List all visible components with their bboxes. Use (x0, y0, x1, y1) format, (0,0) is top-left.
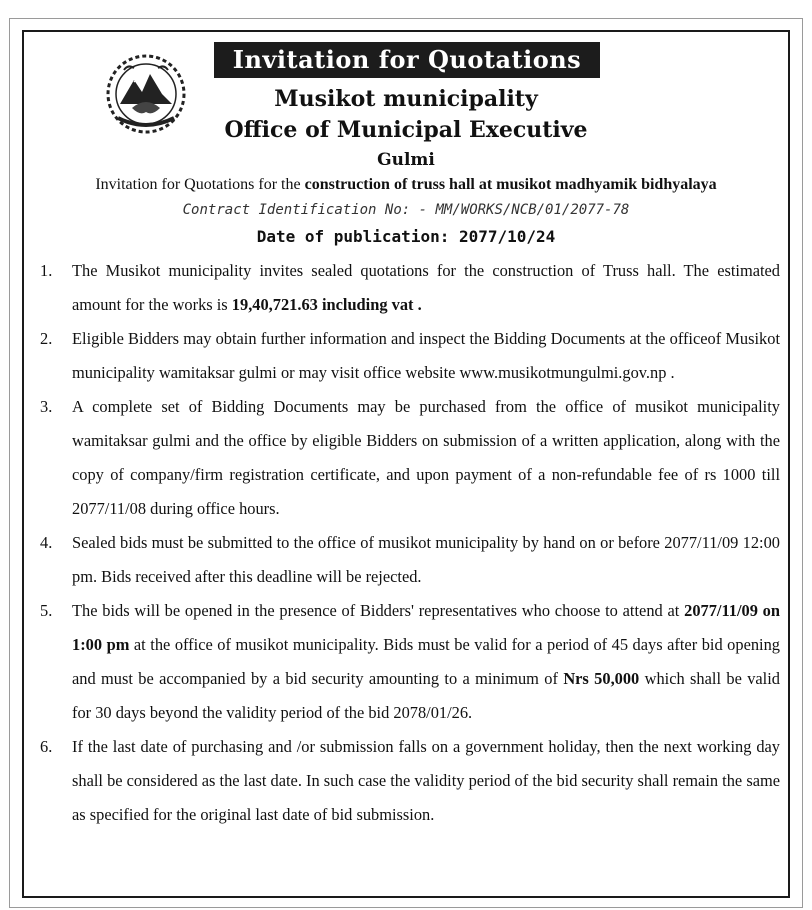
contract-id: Contract Identification No: - MM/WORKS/NCB/01/2077-78 (182, 202, 630, 218)
list-item (40, 526, 780, 594)
notice-items (40, 254, 780, 832)
item-text-bold: 2077/11/09 on 1:00 pm (72, 601, 780, 654)
list-item (40, 594, 780, 730)
list-item (40, 254, 780, 322)
item-number: 5. (40, 601, 53, 620)
item-number: 4. (40, 533, 53, 552)
item-text: A complete set of Bidding Documents may be purchased from the office of musikot municipality wamitaksar gulmi and the office by eligible Bidders on submission of a written application, along with the copy of company/firm registration certificate, and upon payment of a non-refundable fee of rs 1000 till 2077/11/08 during office hours. (72, 397, 780, 518)
district-name: Gulmi (377, 150, 435, 170)
subtitle (0, 176, 812, 194)
list-item (40, 390, 780, 526)
item-text: Sealed bids must be submitted to the office of musikot municipality by hand on or before 2077/11/09 12:00 pm. Bids received after this deadline will be rejected. (72, 533, 780, 586)
item-number: 2. (40, 329, 53, 348)
org-name: Musikot municipality (274, 86, 538, 112)
publication-date: Date of publication: 2077/10/24 (256, 227, 556, 246)
subtitle-prefix: Invitation for Quotations for the (95, 176, 305, 193)
list-item (40, 322, 780, 390)
item-number: 1. (40, 261, 53, 280)
item-text: If the last date of purchasing and /or submission falls on a government holiday, then the next working day shall be considered as the last date. In such case the validity period of the bid security shall remain the same as specified for the original last date of bid submission. (72, 737, 780, 824)
item-text: at the office of musikot municipality. Bids must be valid for a period of 45 days after bid opening and must be accompanied by a bid security amounting to a minimum of (72, 635, 780, 688)
item-number: 3. (40, 397, 53, 416)
item-number: 6. (40, 737, 53, 756)
subtitle-project: construction of truss hall at musikot madhyamik bidhyalaya (304, 176, 717, 193)
item-text: which shall be valid for 30 days beyond the validity period of the bid 2078/01/26. (72, 669, 780, 722)
item-text-bold: Nrs 50,000 (563, 669, 640, 688)
item-text: The bids will be opened in the presence of Bidders' representatives who choose to attend at (72, 601, 685, 620)
item-text-bold: 19,40,721.63 including vat . (231, 295, 422, 314)
item-text: The Musikot municipality invites sealed quotations for the construction of Truss hall. The estimated amount for the works is (72, 261, 780, 314)
office-name: Office of Municipal Executive (224, 117, 588, 143)
notice-banner: Invitation for Quotations (214, 42, 600, 78)
list-item (40, 730, 780, 832)
item-text: Eligible Bidders may obtain further information and inspect the Bidding Documents at the officeof Musikot municipality wamitaksar gulmi or may visit office website www.musikotmungulmi.gov.np . (72, 329, 780, 382)
